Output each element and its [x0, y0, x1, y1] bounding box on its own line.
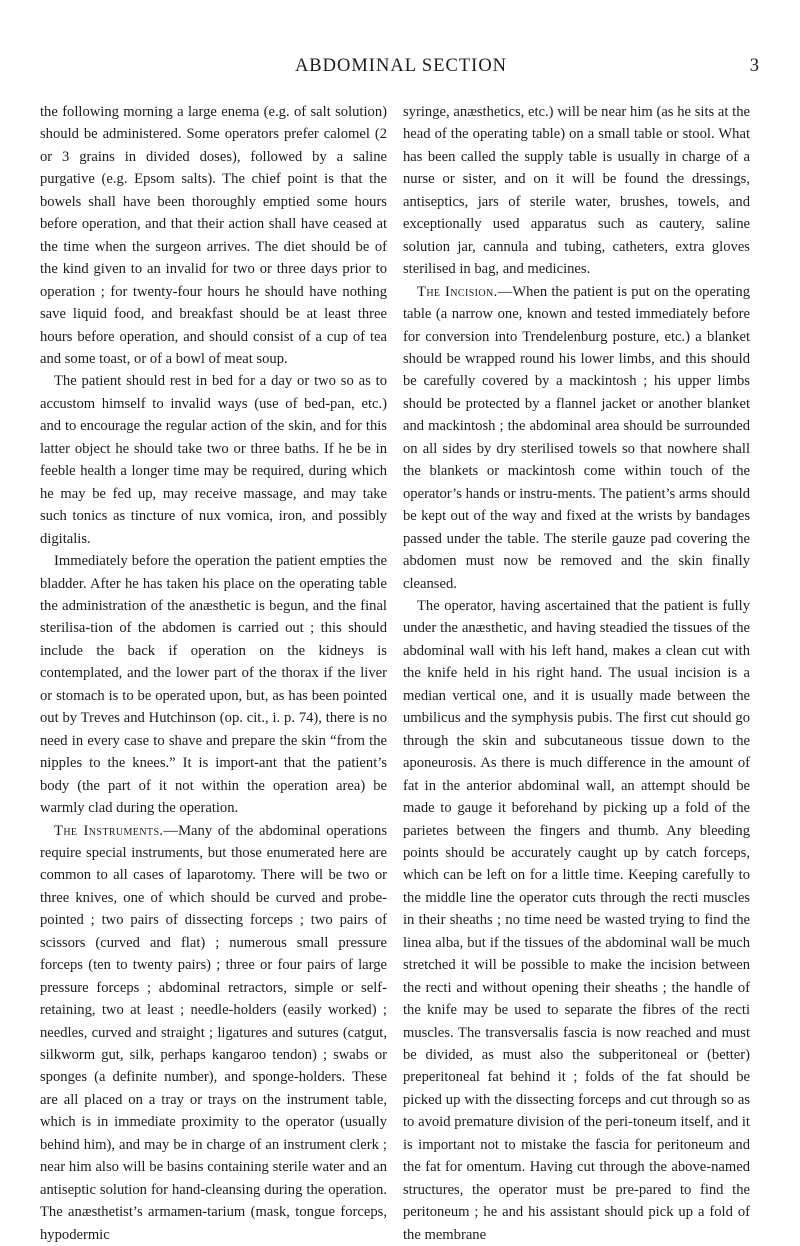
paragraph: the following morning a large enema (e.g. of salt solution) should be administered. Some operators prefer calomel (2 or 3 grains in divided doses), followed by a saline purgative (e.g. Epsom salts). The chief point is that the bowels shall have been thoroughly emptied some hours before operation, and that their action shall have ceased at the time when the surgeon arrives. The diet should be of the kind given to an invalid for two or three days prior to operation ; for twenty-four hours he should have nothing save liquid food, and breakfast should be at least three hours before operation, and should consist of a cup of tea and some toast, or of a bowl of meat soup.: [40, 101, 387, 370]
section-heading: The Instruments.: [54, 823, 163, 839]
paragraph: Immediately before the operation the patient empties the bladder. After he has taken his place on the operating table the administration of the anæsthetic is begun, and the final sterilisa-tion of the abdomen is carried out ; this should include the back if operation on the kidneys is contemplated, and the lower part of the thorax if the liver or stomach is to be operated upon, but, as has been pointed out by Treves and Hutchinson (op. cit., i. p. 74), there is no need in every case to shave and prepare the skin “from the nipples to the knees.” It is import-ant that the patient’s body (the part of it not within the operation area) be warmly clad during the operation.: [40, 550, 387, 819]
left-column: [40, 101, 387, 1246]
running-header: [40, 56, 762, 80]
paragraph: The operator, having ascertained that the patient is fully under the anæsthetic, and having steadied the tissues of the abdominal wall with his left hand, makes a clean cut with the knife held in his right hand. The usual incision is a median vertical one, and it is usually made between the umbilicus and the symphysis pubis. The first cut should go through the skin and subcutaneous tissue down to the aponeurosis. As there is much difference in the amount of fat in the anterior abdominal wall, an attempt should be made to gauge it beforehand by picking up a fold of the parietes between the fingers and thumb. Any bleeding points should be accurately caught up by catch forceps, which can be left on for a little time. Keeping carefully to the middle line the operator cuts through the recti muscles in their sheaths ; no time need be wasted trying to find the linea alba, but if the tissues of the abdominal wall be much stretched it will be possible to make the incision between the recti and without opening their sheaths ; the handle of the knife may be used to separate the fibres of the recti muscles. The transversalis fascia is now reached and must be divided, as must also the subperitoneal or (better) preperitoneal fat behind it ; folds of the fat should be picked up with the dissecting forceps and cut through so as to avoid premature division of the peri-toneum itself, and it is important not to mistake the fascia for peritoneum and the fat for omentum. Having cut through the above-named structures, the operator must be pre-pared to find the peritoneum ; he and his assistant should pick up a fold of the membrane: [403, 595, 750, 1246]
section-heading: The Incision.: [417, 284, 498, 300]
paragraph: [403, 281, 750, 595]
page-title: ABDOMINAL SECTION: [40, 56, 762, 77]
paragraph-text: —When the patient is put on the operating table (a narrow one, known and tested immediately before for conversion into Trendelenburg posture, etc.) a blanket should be wrapped round his lower limbs, and this should be carefully covered by a mackintosh ; his upper limbs should be protected by a flannel jacket or another blanket and mackintosh ; the abdominal area should be surrounded on all sides by dry sterilised towels so that nowhere shall the blankets or mackintosh come within touch of the operator’s hands or instru-ments. The patient’s arms should be kept out of the way and fixed at the wrists by bandages passed under the table. The sterile gauze pad covering the abdomen must now be removed and the skin finally cleansed.: [403, 284, 750, 592]
paragraph-text: —Many of the abdominal operations require special instruments, but those enumerated here are common to all cases of laparotomy. There will be two or three knives, one of which should be curved and probe-pointed ; two pairs of dissecting forceps ; two pairs of scissors (curved and flat) ; numerous small pressure forceps (ten to twenty pairs) ; three or four pairs of large pressure forceps ; abdominal retractors, simple or self-retaining, two at least ; needle-holders (easily worked) ; needles, curved and straight ; ligatures and sutures (catgut, silkworm gut, silk, perhaps kangaroo tendon) ; swabs or sponges (a definite number), and sponge-holders. These are all placed on a tray or trays on the instrument table, which is in immediate proximity to the operator (usually behind him), and may be in charge of an instrument clerk ; near him also will be basins containing sterile water and an antiseptic solution for hand-cleansing during the operation. The anæsthetist’s armamen-tarium (mask, tongue forceps, hypodermic: [40, 823, 387, 1243]
paragraph: [40, 820, 387, 1246]
right-column: [403, 101, 750, 1246]
paragraph: The patient should rest in bed for a day or two so as to accustom himself to invalid ways (use of bed-pan, etc.) and to encourage the regular action of the skin, and for this latter object he should take two or three baths. If he be in feeble health a longer time may be required, during which he may be fed up, may receive massage, and may take such tonics as tincture of nux vomica, iron, and possibly digitalis.: [40, 370, 387, 550]
page-number: 3: [750, 56, 760, 77]
paragraph: syringe, anæsthetics, etc.) will be near him (as he sits at the head of the operating table) on a small table or stool. What has been called the supply table is usually in charge of a nurse or sister, and on it will be found the dressings, antiseptics, jars of sterile water, brushes, towels, and exceptionally used apparatus such as cautery, saline solution jar, cannula and tubing, catheters, extra gloves sterilised in bag, and medicines.: [403, 101, 750, 281]
